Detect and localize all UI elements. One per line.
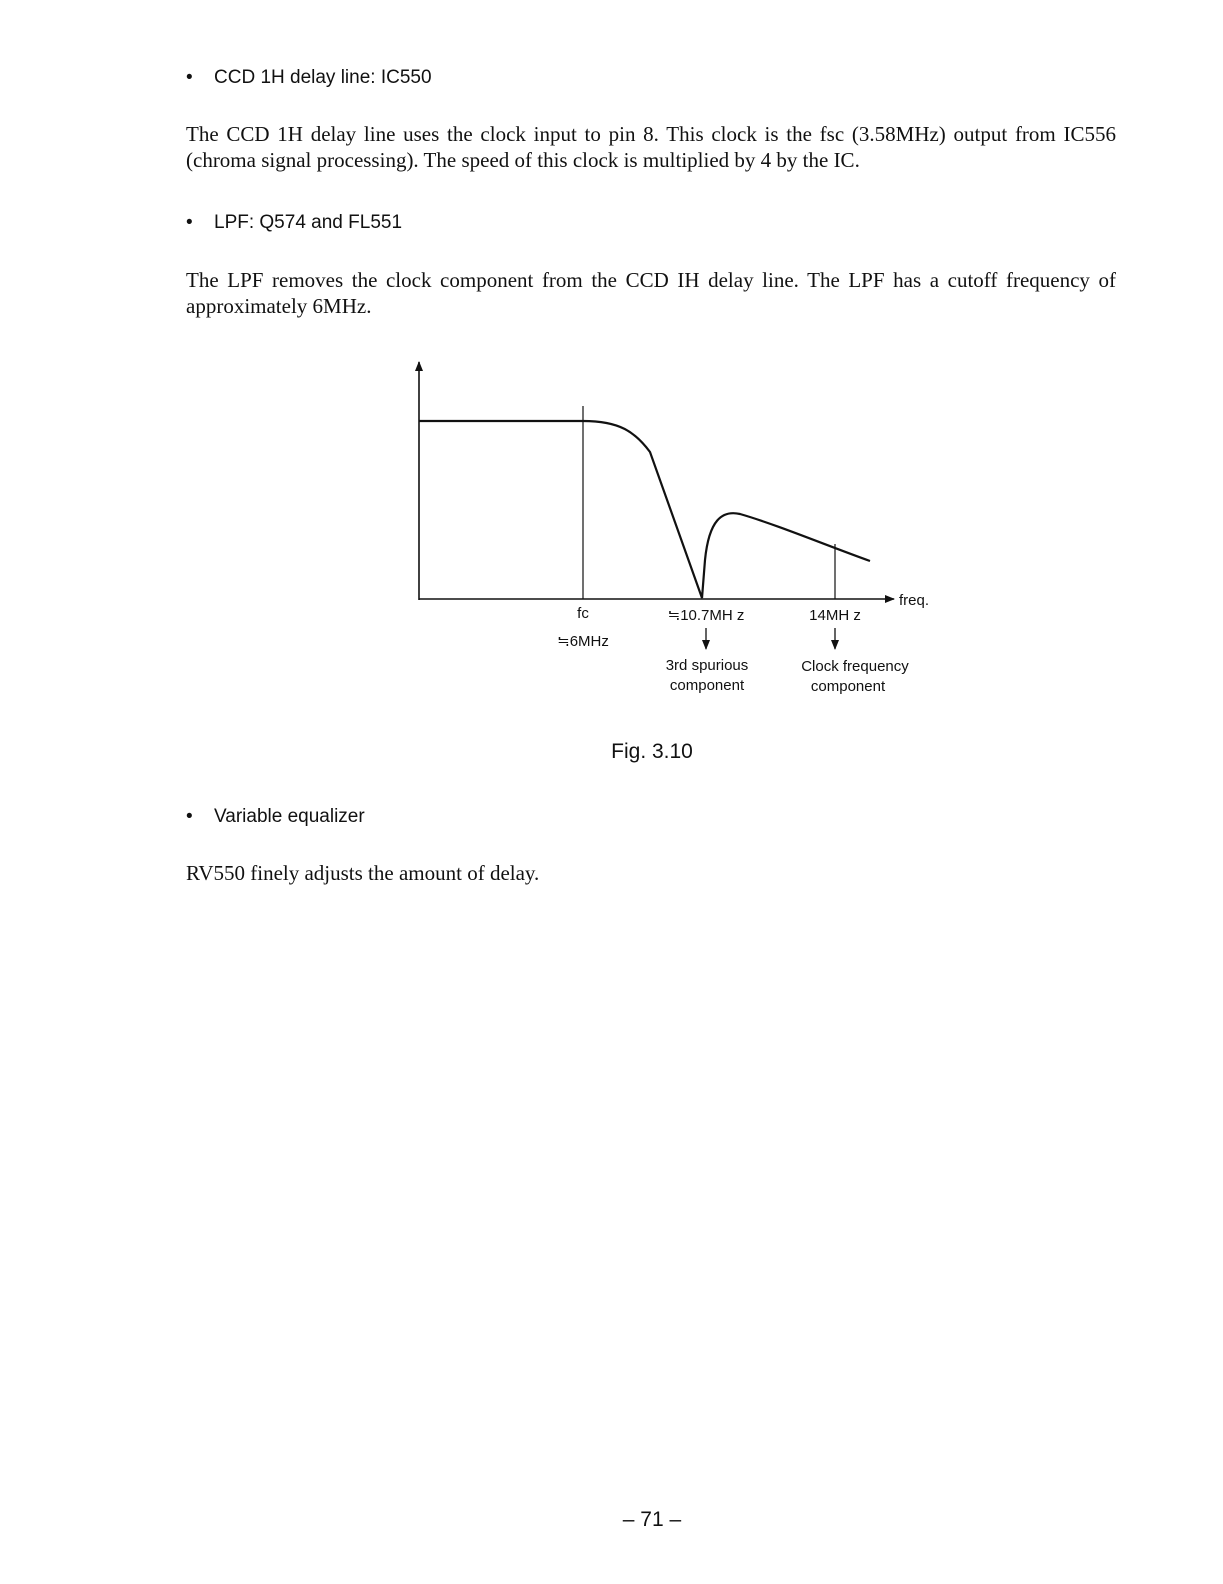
heading-text: LPF: Q574 and FL551 (214, 212, 403, 233)
heading-text: Variable equalizer (214, 806, 365, 827)
bullet-icon: • (186, 806, 193, 827)
bullet-icon: • (186, 212, 193, 233)
section-heading-ccd-delay-line (186, 66, 432, 90)
fc-label: fc (577, 605, 589, 622)
fc-value-label: ≒6MHz (557, 633, 609, 650)
section-heading-lpf (186, 211, 402, 235)
spurious-desc-line2: component (669, 677, 745, 694)
response-curve (419, 421, 870, 598)
clock-desc-line1: Clock frequency (801, 658, 909, 675)
figure-caption: Fig. 3.10 (611, 740, 693, 763)
x-axis-label: freq. (899, 592, 930, 609)
section-heading-variable-equalizer (186, 805, 365, 829)
bullet-icon: • (186, 67, 193, 88)
clock-freq-label: 14MH z (809, 607, 861, 624)
spurious-desc-line1: 3rd spurious (665, 657, 749, 674)
heading-text: CCD 1H delay line: IC550 (214, 67, 432, 88)
paragraph-ccd-delay-line: The CCD 1H delay line uses the clock input to pin 8. This clock is the fsc (3.58MHz) output from IC556 (chroma signal processing). The speed of this clock is multiplied by 4 by the IC. (186, 122, 1116, 172)
spurious-freq-label: ≒10.7MH z (667, 607, 745, 624)
paragraph-lpf: The LPF removes the clock component from the CCD IH delay line. The LPF has a cutoff frequency of approximately 6MHz. (186, 268, 1116, 318)
paragraph-variable-equalizer: RV550 finely adjusts the amount of delay. (186, 861, 540, 885)
clock-desc-line2: component (810, 678, 886, 695)
page-number: – 71 – (622, 1508, 682, 1531)
